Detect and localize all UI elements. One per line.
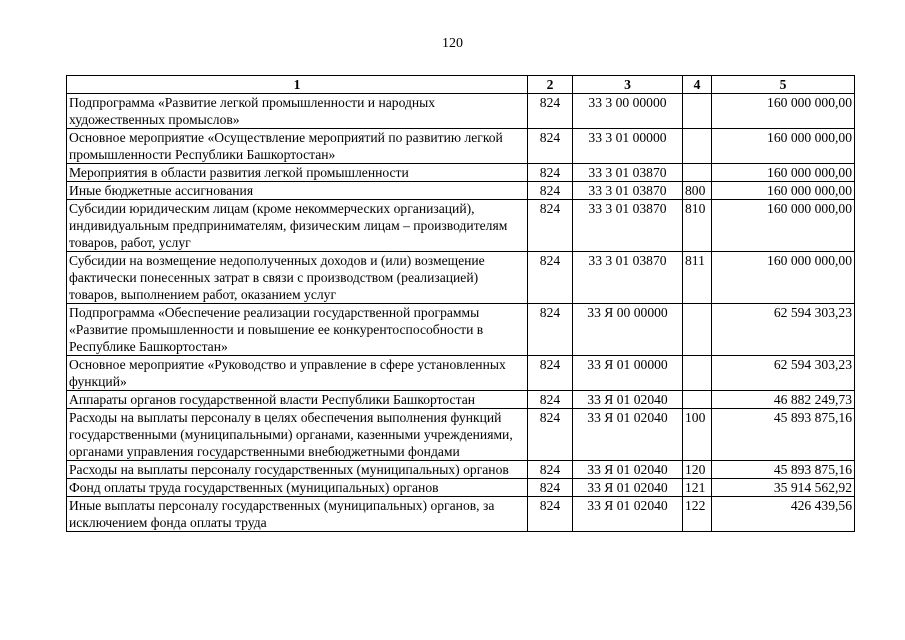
- row-name: Расходы на выплаты персоналу государственных (муниципальных) органов: [67, 461, 528, 479]
- row-amount: 160 000 000,00: [712, 164, 855, 182]
- row-expense-type: [683, 94, 712, 129]
- row-name: Подпрограмма «Обеспечение реализации государственной программы «Развитие промышленности и повышение ее конкурентоспособности в Республике Башкортостан»: [67, 304, 528, 356]
- table-row: [67, 497, 855, 532]
- row-admin-code: 824: [528, 497, 573, 532]
- table-row: [67, 391, 855, 409]
- row-admin-code: 824: [528, 409, 573, 461]
- row-expense-type: 120: [683, 461, 712, 479]
- row-amount: 160 000 000,00: [712, 200, 855, 252]
- row-amount: 160 000 000,00: [712, 252, 855, 304]
- row-target-code: 33 Я 01 02040: [573, 461, 683, 479]
- row-target-code: 33 Я 00 00000: [573, 304, 683, 356]
- table-body: [67, 94, 855, 532]
- table-row: [67, 200, 855, 252]
- table-row: [67, 129, 855, 164]
- row-expense-type: 811: [683, 252, 712, 304]
- row-name: Фонд оплаты труда государственных (муниципальных) органов: [67, 479, 528, 497]
- row-expense-type: [683, 164, 712, 182]
- header-col-3: 3: [573, 76, 683, 94]
- row-amount: 426 439,56: [712, 497, 855, 532]
- row-name: Иные выплаты персоналу государственных (муниципальных) органов, за исключением фонда оплаты труда: [67, 497, 528, 532]
- table-row: [67, 182, 855, 200]
- row-target-code: 33 3 01 03870: [573, 252, 683, 304]
- table-row: [67, 164, 855, 182]
- row-amount: 160 000 000,00: [712, 94, 855, 129]
- row-target-code: 33 3 01 03870: [573, 200, 683, 252]
- row-expense-type: 122: [683, 497, 712, 532]
- row-expense-type: [683, 304, 712, 356]
- table-row: [67, 252, 855, 304]
- table-row: [67, 461, 855, 479]
- row-admin-code: 824: [528, 164, 573, 182]
- row-admin-code: 824: [528, 479, 573, 497]
- row-name: Иные бюджетные ассигнования: [67, 182, 528, 200]
- header-row: [67, 76, 855, 94]
- header-col-5: 5: [712, 76, 855, 94]
- table-row: [67, 479, 855, 497]
- row-expense-type: 100: [683, 409, 712, 461]
- row-amount: 160 000 000,00: [712, 129, 855, 164]
- row-target-code: 33 Я 01 02040: [573, 497, 683, 532]
- row-target-code: 33 3 01 03870: [573, 164, 683, 182]
- row-target-code: 33 Я 01 02040: [573, 409, 683, 461]
- row-expense-type: [683, 356, 712, 391]
- row-expense-type: 810: [683, 200, 712, 252]
- row-target-code: 33 3 01 03870: [573, 182, 683, 200]
- row-name: Подпрограмма «Развитие легкой промышленности и народных художественных промыслов»: [67, 94, 528, 129]
- row-amount: 35 914 562,92: [712, 479, 855, 497]
- table-row: [67, 304, 855, 356]
- table-row: [67, 409, 855, 461]
- row-admin-code: 824: [528, 94, 573, 129]
- row-amount: 62 594 303,23: [712, 356, 855, 391]
- header-col-2: 2: [528, 76, 573, 94]
- row-expense-type: [683, 391, 712, 409]
- row-name: Основное мероприятие «Осуществление мероприятий по развитию легкой промышленности Республики Башкортостан»: [67, 129, 528, 164]
- row-admin-code: 824: [528, 200, 573, 252]
- row-expense-type: 800: [683, 182, 712, 200]
- row-admin-code: 824: [528, 129, 573, 164]
- row-name: Основное мероприятие «Руководство и управление в сфере установленных функций»: [67, 356, 528, 391]
- row-admin-code: 824: [528, 461, 573, 479]
- row-name: Аппараты органов государственной власти Республики Башкортостан: [67, 391, 528, 409]
- row-amount: 45 893 875,16: [712, 409, 855, 461]
- row-target-code: 33 Я 01 02040: [573, 479, 683, 497]
- row-target-code: 33 Я 01 02040: [573, 391, 683, 409]
- budget-table: [66, 75, 855, 532]
- row-name: Расходы на выплаты персоналу в целях обеспечения выполнения функций государственными (муниципальными) органами, казенными учреждениями, органами управления государственными внебюджетными фондами: [67, 409, 528, 461]
- row-admin-code: 824: [528, 391, 573, 409]
- row-admin-code: 824: [528, 356, 573, 391]
- row-admin-code: 824: [528, 252, 573, 304]
- page-number: 120: [442, 36, 463, 51]
- table-row: [67, 94, 855, 129]
- header-col-1: 1: [67, 76, 528, 94]
- header-col-4: 4: [683, 76, 712, 94]
- row-amount: 62 594 303,23: [712, 304, 855, 356]
- row-target-code: 33 3 01 00000: [573, 129, 683, 164]
- row-admin-code: 824: [528, 304, 573, 356]
- row-name: Субсидии на возмещение недополученных доходов и (или) возмещение фактически понесенных затрат в связи с производством (реализацией) товаров, выполнением работ, оказанием услуг: [67, 252, 528, 304]
- row-target-code: 33 Я 01 00000: [573, 356, 683, 391]
- row-amount: 45 893 875,16: [712, 461, 855, 479]
- row-expense-type: 121: [683, 479, 712, 497]
- table-row: [67, 356, 855, 391]
- row-expense-type: [683, 129, 712, 164]
- row-admin-code: 824: [528, 182, 573, 200]
- row-name: Субсидии юридическим лицам (кроме некоммерческих организаций), индивидуальным предпринимателям, физическим лицам – производителям товаров, работ, услуг: [67, 200, 528, 252]
- row-amount: 46 882 249,73: [712, 391, 855, 409]
- row-target-code: 33 3 00 00000: [573, 94, 683, 129]
- row-amount: 160 000 000,00: [712, 182, 855, 200]
- row-name: Мероприятия в области развития легкой промышленности: [67, 164, 528, 182]
